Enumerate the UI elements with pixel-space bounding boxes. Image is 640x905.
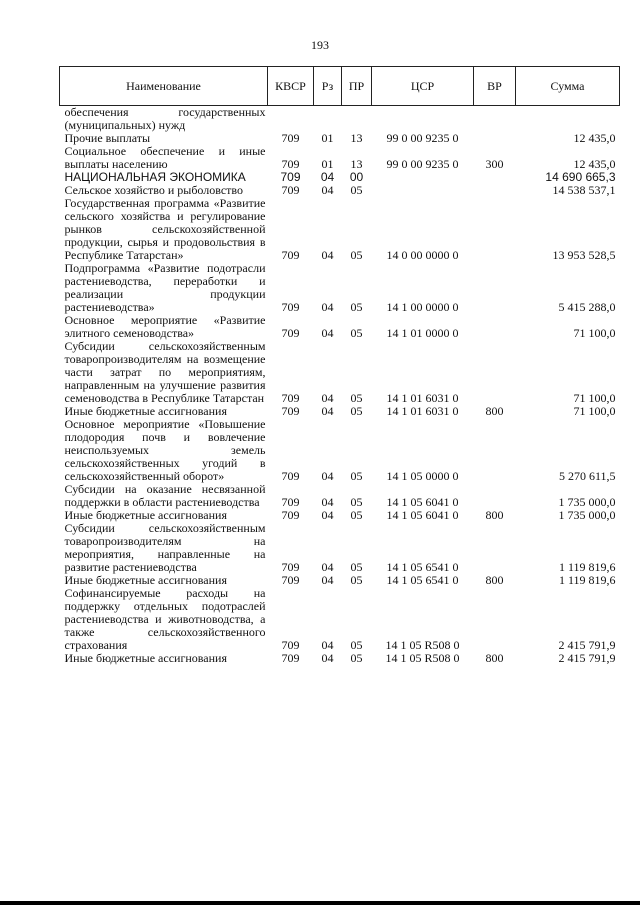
row-pr: 13 [350, 157, 363, 171]
row-sum: 1 735 000,0 [558, 495, 616, 509]
row-vr [474, 587, 516, 652]
row-pr: 05 [350, 248, 363, 262]
row-pr [342, 106, 372, 133]
row-csr [372, 106, 474, 133]
row-name: Субсидии сельскохозяйственным товаропроизводителям на мероприятия, направленные на развитие растениеводства [64, 521, 266, 574]
row-name: Государственная программа «Развитие сельского хозяйства и регулирование рынков сельскохозяйственной продукции, сырья и продовольствия в Республике Татарстан» [64, 196, 266, 262]
row-rz: 04 [321, 573, 334, 587]
row-sum: 12 435,0 [573, 157, 616, 171]
header-csr: ЦСР [372, 67, 474, 106]
row-vr [474, 522, 516, 574]
row-csr: 99 0 00 9235 0 [386, 157, 459, 171]
row-sum: 12 435,0 [573, 131, 616, 145]
row-vr [474, 171, 516, 184]
table-header [60, 67, 620, 106]
row-csr: 14 1 01 6031 0 [386, 391, 459, 405]
row-name: Субсидии на оказание несвязанной поддержки в области растениеводства [64, 482, 266, 509]
row-kvsr: 709 [281, 300, 300, 314]
row-rz [314, 106, 342, 133]
row-name: НАЦИОНАЛЬНАЯ ЭКОНОМИКА [64, 170, 246, 184]
row-name: Социальное обеспечение и иные выплаты населению [64, 144, 266, 171]
row-csr [372, 171, 474, 184]
row-sum: 2 415 791,9 [558, 651, 616, 665]
table-body [60, 106, 620, 666]
row-csr: 14 1 05 6541 0 [386, 573, 459, 587]
row-rz: 04 [321, 248, 334, 262]
row-rz: 04 [321, 391, 334, 405]
row-csr: 14 1 01 0000 0 [386, 326, 459, 340]
table-row [60, 652, 620, 665]
row-vr [474, 197, 516, 262]
table-row [60, 587, 620, 652]
row-csr: 14 1 05 R508 0 [385, 638, 460, 652]
row-vr [474, 106, 516, 133]
row-pr: 05 [350, 573, 363, 587]
row-sum: 1 119 819,6 [558, 573, 616, 587]
row-name: Иные бюджетные ассигнования [64, 404, 227, 418]
row-rz: 04 [321, 326, 334, 340]
row-sum: 13 953 528,5 [552, 248, 616, 262]
row-name: обеспечения государственных (муниципальных) нужд [64, 105, 266, 132]
row-pr: 05 [350, 404, 363, 418]
row-csr: 14 1 01 6031 0 [386, 404, 459, 418]
row-kvsr: 709 [281, 326, 300, 340]
row-rz: 04 [321, 300, 334, 314]
table-row [60, 145, 620, 171]
row-csr: 14 1 05 6541 0 [386, 560, 459, 574]
row-sum: 1 735 000,0 [558, 508, 616, 522]
row-pr: 05 [350, 495, 363, 509]
row-kvsr: 709 [281, 157, 300, 171]
row-csr: 14 1 05 R508 0 [385, 651, 460, 665]
row-csr: 14 1 05 6041 0 [386, 508, 459, 522]
row-name: Софинансируемые расходы на поддержку отдельных подотраслей растениеводства и животноводства, а также сельскохозяйственного страхования [64, 586, 266, 652]
row-pr: 05 [350, 391, 363, 405]
row-kvsr: 709 [281, 651, 300, 665]
row-pr: 05 [350, 300, 363, 314]
header-sum: Сумма [516, 67, 620, 106]
row-kvsr: 709 [281, 495, 300, 509]
row-kvsr: 709 [281, 131, 300, 145]
page-number: 193 [311, 38, 329, 52]
header-pr: ПР [342, 67, 372, 106]
row-rz: 04 [321, 404, 334, 418]
row-sum: 71 100,0 [573, 326, 616, 340]
row-pr: 05 [350, 560, 363, 574]
row-csr [372, 184, 474, 197]
row-kvsr: 709 [281, 248, 300, 262]
row-rz: 04 [321, 495, 334, 509]
row-vr: 800 [485, 404, 504, 418]
row-pr: 05 [350, 651, 363, 665]
row-name: Подпрограмма «Развитие подотрасли растениеводства, переработки и реализации продукции растениеводства» [64, 261, 266, 314]
row-pr: 05 [350, 638, 363, 652]
row-vr: 800 [485, 508, 504, 522]
row-sum: 14 538 537,1 [552, 183, 616, 197]
row-csr: 14 1 05 0000 0 [386, 469, 459, 483]
row-sum: 71 100,0 [573, 404, 616, 418]
row-vr [474, 483, 516, 509]
row-sum [516, 106, 620, 133]
row-rz: 01 [321, 131, 334, 145]
row-pr: 05 [350, 508, 363, 522]
row-sum: 2 415 791,9 [558, 638, 616, 652]
header-name: Наименование [60, 67, 268, 106]
table-row [60, 483, 620, 509]
row-kvsr [268, 106, 314, 133]
row-pr: 05 [350, 469, 363, 483]
header-vr: ВР [474, 67, 516, 106]
row-vr: 800 [485, 573, 504, 587]
row-sum: 1 119 819,6 [558, 560, 616, 574]
row-kvsr: 709 [281, 560, 300, 574]
header-rz: Рз [314, 67, 342, 106]
budget-table [59, 66, 620, 665]
row-rz: 01 [321, 157, 334, 171]
row-kvsr: 709 [281, 573, 300, 587]
table-row [60, 106, 620, 133]
row-name: Сельское хозяйство и рыболовство [64, 183, 244, 197]
row-name: Субсидии сельскохозяйственным товаропроизводителям на возмещение части затрат по мероприятиям, направленным на улучшение развития семеноводства в Республике Татарстан [64, 339, 266, 405]
row-kvsr: 709 [281, 508, 300, 522]
row-pr: 13 [350, 131, 363, 145]
row-vr [474, 184, 516, 197]
row-rz: 04 [321, 560, 334, 574]
row-name: Иные бюджетные ассигнования [64, 508, 227, 522]
row-vr [474, 418, 516, 483]
row-rz: 04 [320, 170, 335, 184]
row-pr: 00 [349, 170, 364, 184]
row-kvsr: 709 [281, 404, 300, 418]
row-rz: 04 [321, 183, 334, 197]
row-kvsr: 709 [281, 183, 300, 197]
row-kvsr: 709 [281, 391, 300, 405]
table-row [60, 262, 620, 314]
row-name: Основное мероприятие «Повышение плодородия почв и вовлечение неиспользуемых земель сельскохозяйственных угодий в сельскохозяйственный оборот» [64, 417, 266, 483]
row-vr [474, 340, 516, 405]
table-row [60, 418, 620, 483]
row-vr [474, 262, 516, 314]
scan-edge [0, 901, 640, 905]
row-sum: 5 415 288,0 [558, 300, 616, 314]
table-row [60, 340, 620, 405]
row-vr [474, 132, 516, 145]
row-csr: 14 1 05 6041 0 [386, 495, 459, 509]
row-kvsr: 709 [281, 469, 300, 483]
table-row [60, 314, 620, 340]
row-name: Прочие выплаты [64, 131, 151, 145]
row-csr: 14 1 00 0000 0 [386, 300, 459, 314]
row-rz: 04 [321, 651, 334, 665]
row-name: Иные бюджетные ассигнования [64, 573, 227, 587]
row-rz: 04 [321, 469, 334, 483]
table-row [60, 197, 620, 262]
row-sum: 5 270 611,5 [558, 469, 616, 483]
row-name: Иные бюджетные ассигнования [64, 651, 227, 665]
table-row [60, 522, 620, 574]
header-kvsr: КВСР [268, 67, 314, 106]
row-vr: 300 [485, 157, 504, 171]
row-pr: 05 [350, 326, 363, 340]
row-vr [474, 314, 516, 340]
row-sum: 71 100,0 [573, 391, 616, 405]
row-csr: 14 0 00 0000 0 [386, 248, 459, 262]
row-pr: 05 [350, 183, 363, 197]
row-rz: 04 [321, 638, 334, 652]
row-kvsr: 709 [280, 170, 301, 184]
row-vr: 800 [485, 651, 504, 665]
row-kvsr: 709 [281, 638, 300, 652]
row-name: Основное мероприятие «Развитие элитного семеноводства» [64, 313, 266, 340]
row-sum: 14 690 665,3 [545, 170, 616, 184]
row-rz: 04 [321, 508, 334, 522]
row-csr: 99 0 00 9235 0 [386, 131, 459, 145]
